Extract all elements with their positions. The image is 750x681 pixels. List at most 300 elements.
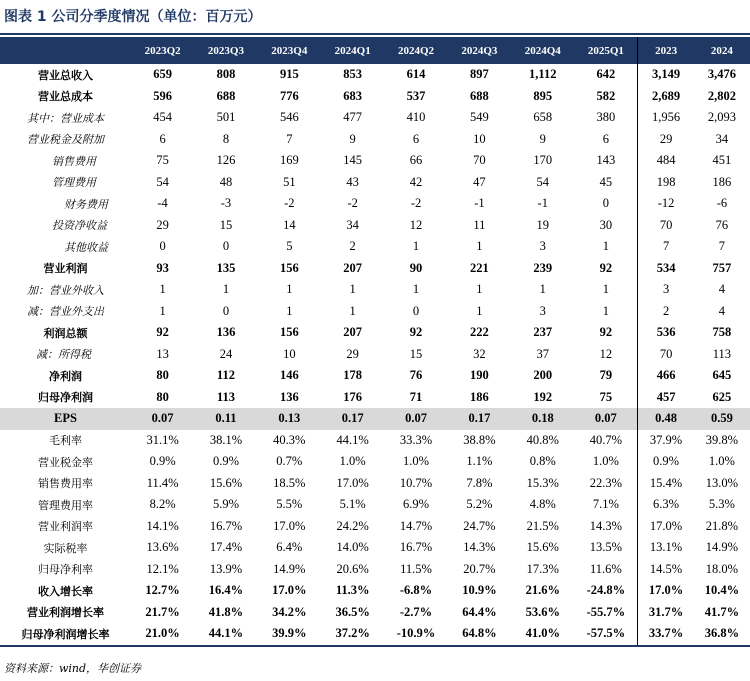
table-cell: 1.0%	[339, 454, 366, 469]
table-cell: 64.8%	[448, 623, 511, 646]
table-cell: 207	[343, 325, 363, 340]
table-cell: 776	[279, 88, 299, 103]
table-cell: 21.6%	[525, 583, 560, 598]
table-cell: 5.1%	[339, 497, 366, 512]
row-label: 毛利率	[48, 434, 82, 448]
table-cell: 37	[536, 346, 549, 361]
table-cell: 207	[343, 260, 363, 275]
table-cell: 18.0%	[705, 561, 739, 576]
table-cell: -2	[347, 196, 358, 211]
table-cell: 47	[473, 174, 486, 189]
table-row	[0, 172, 750, 194]
table-cell: 22.3%	[589, 475, 623, 490]
table-row	[0, 322, 750, 344]
table-cell: 146	[279, 368, 299, 383]
table-row	[0, 623, 750, 646]
table-cell: 484	[638, 150, 694, 172]
table-cell: 17.3%	[526, 561, 559, 576]
table-cell: 7	[718, 239, 726, 254]
table-cell: 757	[712, 260, 732, 275]
table-row	[0, 236, 750, 258]
row-label: 营业总成本	[37, 90, 93, 104]
table-cell: 3	[539, 303, 546, 318]
table-cell: 0.13	[258, 408, 321, 430]
table-cell: 39.9%	[258, 623, 321, 646]
table-cell: 18.5%	[273, 475, 306, 490]
table-cell: 1	[286, 303, 293, 318]
table-cell: 19	[536, 217, 549, 232]
table-cell: 0	[222, 303, 230, 318]
header-cell: 2024Q3	[448, 37, 511, 64]
table-cell: 457	[638, 387, 694, 409]
row-label: 销售费用	[52, 154, 96, 168]
row-label: 加：营业外收入	[26, 283, 104, 297]
row-label: 营业利润率	[37, 520, 93, 534]
table-cell: -4	[157, 196, 168, 211]
table-cell: 15	[409, 346, 423, 361]
table-cell: 10.7%	[399, 475, 433, 490]
table-cell: 0.07	[131, 408, 194, 430]
table-cell: 17.0%	[273, 518, 306, 533]
table-cell: 15	[219, 217, 233, 232]
table-cell: -1	[474, 196, 485, 211]
table-cell: 113	[216, 389, 235, 404]
table-cell: 477	[343, 110, 363, 125]
table-cell: 17.0%	[272, 583, 307, 598]
table-cell: 24.7%	[463, 518, 496, 533]
table-cell: 2	[638, 301, 694, 323]
table-cell: 14.7%	[399, 518, 433, 533]
table-cell: 20.7%	[463, 561, 496, 576]
table-cell: 8.2%	[149, 497, 176, 512]
table-cell: 24	[219, 346, 233, 361]
table-cell: 2,689	[638, 86, 694, 108]
table-cell: 41.0%	[511, 623, 574, 646]
header-cell: 2025Q1	[574, 37, 637, 64]
table-cell: 45	[599, 174, 613, 189]
table-cell: 596	[153, 88, 172, 103]
table-cell: 451	[712, 153, 732, 168]
header-cell: 2023Q4	[258, 37, 321, 64]
table-cell: 10.9%	[462, 583, 497, 598]
header-cell: 2023Q3	[194, 37, 257, 64]
table-cell: 14.9%	[273, 561, 306, 576]
table-cell: 6.4%	[276, 540, 303, 555]
table-cell: 54	[156, 174, 169, 189]
table-cell: 0	[222, 239, 230, 254]
table-cell: -57.5%	[574, 623, 637, 646]
table-cell: 14.3%	[463, 540, 496, 555]
table-cell: 546	[279, 110, 299, 125]
row-label: 归母净利率	[37, 563, 93, 577]
table-cell: 6	[412, 131, 420, 146]
table-cell: 380	[596, 110, 616, 125]
header-cell: 2023	[638, 37, 694, 64]
table-cell: 7.8%	[466, 475, 493, 490]
table-cell: 14.1%	[146, 518, 179, 533]
table-cell: 10	[283, 346, 296, 361]
row-label: 归母净利润	[37, 391, 93, 405]
table-cell: 12	[409, 217, 423, 232]
table-cell: 29	[638, 129, 694, 151]
table-cell: 36.5%	[335, 604, 370, 619]
table-cell: 11.6%	[589, 561, 622, 576]
table-cell: 1.0%	[403, 454, 430, 469]
table-cell: 70	[638, 344, 694, 366]
table-cell: 53.6%	[525, 604, 560, 619]
table-cell: 40.8%	[526, 432, 559, 447]
table-cell: 178	[343, 368, 363, 383]
table-cell: 34.2%	[272, 604, 307, 619]
table-cell: 534	[638, 258, 694, 280]
table-cell: 92	[409, 325, 423, 340]
table-cell: 1	[602, 239, 609, 254]
table-cell: -3	[220, 196, 232, 211]
table-cell: 80	[156, 368, 169, 383]
table-cell: 16.7%	[399, 540, 433, 555]
table-cell: 29	[156, 217, 169, 232]
table-cell: 895	[533, 88, 553, 103]
table-cell: 6.9%	[403, 497, 430, 512]
table-cell: 5	[286, 239, 293, 254]
table-cell: 70	[473, 153, 486, 168]
table-cell: 14.9%	[705, 540, 739, 555]
table-cell: 34	[346, 217, 359, 232]
row-label: 销售费用率	[37, 477, 93, 491]
table-cell: 625	[712, 389, 732, 404]
table-cell: 15.3%	[526, 475, 559, 490]
table-row	[0, 344, 750, 366]
row-label: 营业总收入	[37, 68, 93, 82]
table-cell: 915	[279, 67, 299, 82]
table-cell: 1	[349, 303, 356, 318]
table-cell: 71	[409, 389, 423, 404]
table-cell: 1	[412, 239, 420, 254]
table-cell: 582	[596, 88, 616, 103]
table-cell: 237	[533, 325, 553, 340]
row-label: 收入增长率	[37, 584, 93, 598]
table-cell: 17.4%	[209, 540, 243, 555]
table-cell: 40.7%	[589, 432, 623, 447]
row-label: 净利润	[48, 369, 82, 383]
table-cell: 0.9%	[149, 454, 176, 469]
table-cell: 549	[470, 110, 489, 125]
table-cell: 33.3%	[399, 432, 433, 447]
table-cell: 0.8%	[529, 454, 556, 469]
table-cell: -6	[716, 196, 728, 211]
table-cell: -10.9%	[384, 623, 447, 646]
table-cell: 70	[638, 215, 694, 237]
table-cell: 14.3%	[589, 518, 623, 533]
table-cell: 1,956	[638, 107, 694, 129]
table-cell: 0.11	[194, 408, 257, 430]
header-row	[0, 37, 750, 64]
table-cell: 64.4%	[462, 604, 497, 619]
row-label: 归母净利润增长率	[0, 623, 131, 646]
table-cell: 3	[539, 239, 546, 254]
table-cell: 1	[476, 239, 483, 254]
table-cell: -2	[284, 196, 295, 211]
table-cell: 145	[343, 153, 363, 168]
table-cell: 200	[533, 368, 553, 383]
quarterly-financials-table	[0, 37, 750, 647]
table-cell: 43	[346, 174, 359, 189]
table-cell: -1	[537, 196, 548, 211]
table-cell: 15.4%	[638, 473, 694, 495]
table-cell: 454	[153, 110, 172, 125]
table-cell: 239	[533, 260, 553, 275]
table-cell: 537	[406, 88, 426, 103]
table-cell: 853	[343, 67, 363, 82]
table-cell: 75	[156, 153, 169, 168]
table-cell: 42	[409, 174, 423, 189]
table-cell: 126	[216, 153, 236, 168]
table-cell: 76	[715, 217, 729, 232]
row-label: 营业利润	[43, 262, 88, 276]
table-cell: 170	[533, 153, 553, 168]
row-label: 投资净收益	[52, 219, 107, 233]
table-row	[0, 193, 750, 215]
row-label: 营业税金及附加	[26, 133, 104, 147]
table-row	[0, 387, 750, 409]
table-cell: 0.18	[511, 408, 574, 430]
table-cell: 9	[349, 131, 356, 146]
table-cell: 1	[602, 282, 609, 297]
table-cell: 14.0%	[336, 540, 369, 555]
row-label: 营业利润增长率	[26, 606, 104, 620]
table-cell: 1	[159, 303, 166, 318]
table-cell: 44.1%	[194, 623, 257, 646]
table-cell: 21.5%	[526, 518, 559, 533]
table-cell: 36.8%	[694, 623, 750, 646]
table-cell: 76	[409, 368, 423, 383]
table-row	[0, 129, 750, 151]
table-cell: 645	[712, 368, 732, 383]
table-cell: 0	[412, 303, 420, 318]
table-cell: 54	[536, 174, 549, 189]
table-cell: 40.3%	[273, 432, 306, 447]
table-cell: 3	[638, 279, 694, 301]
table-cell: 80	[156, 389, 169, 404]
header-cell	[0, 37, 131, 64]
table-cell: 6	[159, 131, 166, 146]
table-cell: 16.7%	[209, 518, 243, 533]
table-cell: 1,112	[529, 67, 557, 82]
table-cell: 92	[599, 260, 613, 275]
table-cell: 12	[599, 346, 613, 361]
table-cell: 758	[712, 325, 732, 340]
table-cell: 10.4%	[704, 583, 740, 598]
table-title: 图表 1 公司分季度情况（单位：百万元）	[4, 9, 262, 25]
table-cell: 12.7%	[145, 583, 180, 598]
table-cell: 808	[216, 67, 236, 82]
table-cell: 12.1%	[146, 561, 179, 576]
table-cell: 2	[349, 239, 356, 254]
table-cell: 11.4%	[146, 475, 179, 490]
table-cell: 688	[470, 88, 489, 103]
table-cell: 156	[279, 260, 299, 275]
title-divider	[0, 33, 750, 35]
table-cell: 15.6%	[526, 540, 559, 555]
table-cell: 2,093	[707, 110, 736, 125]
table-cell: 659	[153, 67, 172, 82]
table-cell: 51	[283, 174, 296, 189]
row-label: 利润总额	[43, 326, 88, 340]
table-cell: 1	[222, 282, 230, 297]
table-cell: 38.1%	[209, 432, 243, 447]
table-cell: 169	[279, 153, 299, 168]
table-cell: 1	[286, 282, 293, 297]
table-row	[0, 258, 750, 280]
table-cell: 1	[476, 282, 483, 297]
table-cell: 3,149	[638, 64, 694, 86]
table-cell: 410	[406, 110, 426, 125]
table-cell: 30	[599, 217, 613, 232]
table-cell: 7.1%	[592, 497, 619, 512]
table-cell: 222	[470, 325, 489, 340]
header-cell: 2024	[694, 37, 750, 64]
table-cell: 2,802	[707, 88, 736, 103]
table-cell: 658	[533, 110, 553, 125]
row-label: 财务费用	[64, 197, 108, 211]
table-cell: 112	[216, 368, 235, 383]
table-row	[0, 473, 750, 495]
table-cell: 14	[283, 217, 296, 232]
table-cell: 186	[712, 174, 732, 189]
table-cell: -6.8%	[399, 583, 433, 598]
table-cell: 79	[599, 368, 613, 383]
table-row	[0, 215, 750, 237]
table-cell: 683	[343, 88, 363, 103]
table-row	[0, 301, 750, 323]
header-cell: 2024Q4	[511, 37, 574, 64]
table-cell: 14.5%	[638, 559, 694, 581]
row-label: EPS	[0, 408, 131, 430]
table-cell: 1	[539, 282, 546, 297]
table-cell: 1	[349, 282, 356, 297]
table-cell: 21.8%	[705, 518, 739, 533]
table-cell: 1.0%	[708, 454, 735, 469]
table-cell: 11	[473, 217, 486, 232]
table-cell: 0	[602, 196, 609, 211]
table-cell: 17.0%	[638, 516, 694, 538]
table-cell: 75	[599, 389, 613, 404]
table-cell: 11.3%	[335, 583, 370, 598]
table-cell: 37.2%	[321, 623, 384, 646]
table-row	[0, 408, 750, 430]
table-cell: 13.0%	[705, 475, 739, 490]
table-row	[0, 150, 750, 172]
table-cell: 4	[718, 282, 726, 297]
table-cell: 0.17	[321, 408, 384, 430]
table-cell: 221	[470, 260, 489, 275]
table-cell: 0.48	[638, 408, 694, 430]
table-cell: 143	[596, 153, 616, 168]
table-cell: 176	[343, 389, 363, 404]
table-cell: 5.2%	[466, 497, 493, 512]
table-cell: 90	[409, 260, 423, 275]
table-row	[0, 602, 750, 624]
table-row	[0, 86, 750, 108]
row-label: 实际税率	[43, 541, 88, 555]
table-cell: 0.07	[574, 408, 637, 430]
table-cell: 13.9%	[209, 561, 243, 576]
table-cell: 614	[406, 67, 426, 82]
table-cell: 13.6%	[146, 540, 179, 555]
table-row	[0, 279, 750, 301]
table-cell: 1.1%	[466, 454, 493, 469]
table-cell: 32	[473, 346, 486, 361]
table-cell: 20.6%	[336, 561, 369, 576]
table-row	[0, 365, 750, 387]
row-label: 营业税金率	[37, 455, 93, 469]
table-cell: 1	[602, 303, 609, 318]
table-cell: 190	[470, 368, 489, 383]
table-cell: 7	[638, 236, 694, 258]
table-cell: 1	[476, 303, 483, 318]
table-row	[0, 494, 750, 516]
table-cell: 48	[219, 174, 233, 189]
table-row	[0, 64, 750, 86]
table-cell: 135	[216, 260, 236, 275]
table-cell: 198	[638, 172, 694, 194]
table-cell: 192	[533, 389, 553, 404]
table-cell: 17.0%	[336, 475, 369, 490]
table-cell: 31.7%	[638, 602, 694, 624]
table-cell: 6	[602, 131, 609, 146]
table-cell: 29	[346, 346, 359, 361]
table-cell: 21.7%	[145, 604, 180, 619]
table-cell: 897	[470, 67, 489, 82]
table-cell: 5.9%	[212, 497, 239, 512]
row-label: 管理费用率	[37, 498, 93, 512]
table-cell: 4	[718, 303, 726, 318]
table-row	[0, 537, 750, 559]
table-cell: 7	[286, 131, 293, 146]
table-row	[0, 580, 750, 602]
table-cell: 5.3%	[708, 497, 735, 512]
table-cell: 1	[159, 282, 166, 297]
row-label: 管理费用	[52, 176, 96, 190]
header-cell: 2024Q2	[384, 37, 447, 64]
table-cell: -24.8%	[586, 583, 626, 598]
row-label: 其中：营业成本	[26, 111, 104, 125]
table-cell: 33.7%	[638, 623, 694, 646]
table-cell: 39.8%	[705, 432, 739, 447]
table-cell: 10	[473, 131, 486, 146]
table-cell: 37.9%	[638, 430, 694, 452]
table-cell: 0.9%	[638, 451, 694, 473]
table-cell: 17.0%	[638, 580, 694, 602]
table-cell: 13.5%	[589, 540, 623, 555]
table-cell: 0.07	[384, 408, 447, 430]
table-cell: -2	[410, 196, 422, 211]
table-cell: 0.59	[694, 408, 750, 430]
header-cell: 2023Q2	[131, 37, 194, 64]
table-cell: 688	[216, 88, 236, 103]
table-cell: 5.5%	[276, 497, 303, 512]
table-cell: -12	[638, 193, 694, 215]
table-cell: -2.7%	[399, 604, 433, 619]
table-cell: 501	[216, 110, 236, 125]
table-cell: 0.17	[448, 408, 511, 430]
table-row	[0, 430, 750, 452]
table-cell: 21.0%	[131, 623, 194, 646]
table-cell: 38.8%	[463, 432, 496, 447]
table-cell: 13	[156, 346, 169, 361]
table-cell: 9	[539, 131, 546, 146]
table-cell: 8	[222, 131, 230, 146]
